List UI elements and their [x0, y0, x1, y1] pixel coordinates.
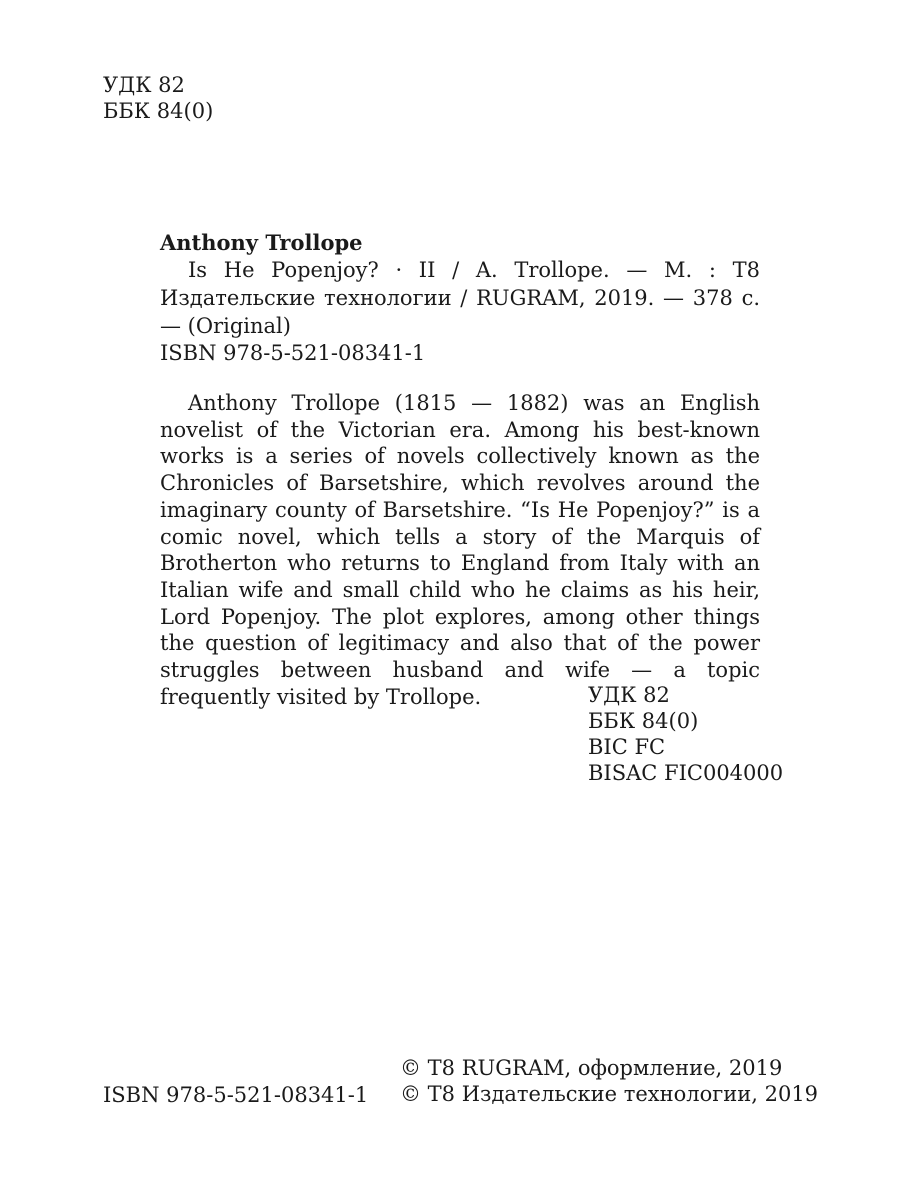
bisac-code: BISAC FIC004000: [588, 761, 784, 785]
bbk-code: ББК 84(0): [588, 709, 699, 733]
copyright-publisher: © T8 Издательские технологии, 2019: [400, 1082, 819, 1106]
author-name: Anthony Trollope: [160, 230, 363, 255]
top-classification-codes: [103, 72, 213, 124]
footer-isbn: ISBN 978-5-521-08341-1: [103, 1083, 369, 1107]
book-annotation: Anthony Trollope (1815 — 1882) was an English novelist of the Victorian era. Among his best-known works is a series of novels collectively known as the Chronicles of Barsetshire, which revolves around the imaginary county of Barsetshire. “Is He Popenjoy?” is a comic novel, which tells a story of the Marquis of Brotherton who returns to England from Italy with an Italian wife and small child who he claims as his heir, Lord Popenjoy. The plot explores, among other things the question of legitimacy and also that of the power struggles between husband and wife — a topic frequently visited by Trollope.: [160, 391, 760, 709]
bibliographic-record: [160, 230, 760, 340]
bibliographic-citation: Is He Popenjoy? · II / A. Trollope. — М. : T8 Издательские технологии / RUGRAM, 2019. — 378 с. — (Original): [160, 258, 760, 338]
classification-codes: [588, 682, 783, 786]
copyright-notices: [400, 1055, 818, 1107]
bbk-code: ББК 84(0): [103, 99, 214, 123]
udk-code: УДК 82: [103, 73, 185, 97]
bic-code: BIC FC: [588, 735, 666, 759]
udk-code: УДК 82: [588, 683, 670, 707]
copyright-design: © T8 RUGRAM, оформление, 2019: [400, 1056, 783, 1080]
isbn: ISBN 978-5-521-08341-1: [160, 341, 426, 365]
